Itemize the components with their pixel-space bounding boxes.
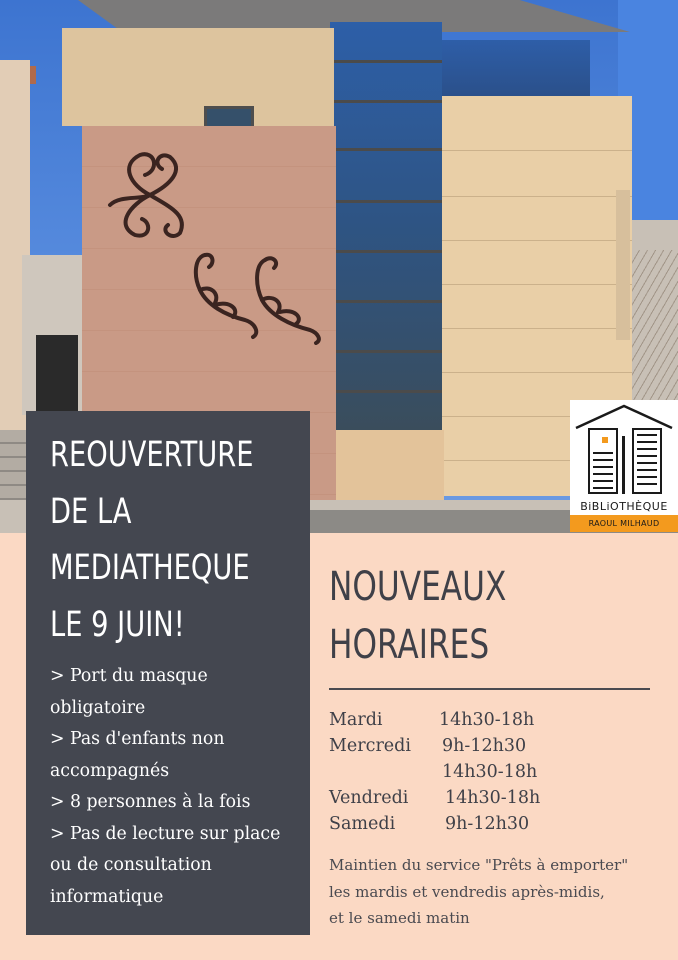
facade-joint <box>436 196 632 197</box>
facade-joint <box>436 284 632 285</box>
announcement-panel <box>26 411 310 935</box>
logo-post <box>622 436 625 494</box>
rule-line: > Pas d'enfants non <box>50 729 225 749</box>
mullion <box>330 100 442 103</box>
headline-line: MEDIATHEQUE <box>50 548 250 588</box>
rule-line: obligatoire <box>50 697 146 718</box>
library-logo <box>570 400 678 532</box>
schedule-row <box>329 814 530 834</box>
headline-line: LE 9 JUIN! <box>50 604 185 645</box>
facade-base <box>336 430 444 500</box>
schedule-day: Mercredi <box>329 736 411 756</box>
mullion <box>330 60 442 63</box>
rule-line: > Port du masque <box>50 666 208 686</box>
rule-line: > 8 personnes à la fois <box>50 792 251 812</box>
orange-square-icon <box>602 437 608 443</box>
schedule-day: Mardi <box>329 710 383 730</box>
upper-glazing <box>430 40 590 104</box>
facade-joint <box>436 150 632 151</box>
notice-line: Maintien du service "Prêts à emporter" <box>329 856 629 874</box>
schedule-time: 9h-12h30 <box>445 814 530 834</box>
reopening-headline <box>50 427 254 653</box>
rules-list <box>50 661 306 913</box>
mullion <box>330 148 442 151</box>
dark-doorway <box>36 335 78 415</box>
rule-line: > Pas de lecture sur place <box>50 823 281 844</box>
bookshelf-icon <box>632 428 662 494</box>
bare-tree <box>632 250 678 400</box>
schedule-time: 9h-12h30 <box>442 736 527 756</box>
divider-line <box>329 688 650 690</box>
mullion <box>330 200 442 203</box>
hours-title-line: HORAIRES <box>329 622 490 668</box>
notice-line: et le samedi matin <box>329 909 470 927</box>
mullion <box>330 390 442 393</box>
schedule-time: 14h30-18h <box>442 762 538 782</box>
schedule-time: 14h30-18h <box>445 788 541 808</box>
ornament-swirl-icon <box>100 145 200 245</box>
schedule-day: Samedi <box>329 814 396 834</box>
rule-line: informatique <box>50 886 164 907</box>
mullion <box>330 250 442 253</box>
takeaway-notice <box>329 852 659 932</box>
logo-subtitle: RAOUL MILHAUD <box>570 515 678 532</box>
logo-title: BiBLiOTHÈQUE <box>580 500 668 513</box>
hours-title-line: NOUVEAUX <box>329 564 507 610</box>
facade-joint <box>436 240 632 241</box>
schedule-row <box>329 710 535 730</box>
mullion <box>330 300 442 303</box>
hours-title <box>329 558 506 674</box>
shelf-stripes <box>637 434 657 489</box>
rule-line: ou de consultation <box>50 855 212 875</box>
facade-joint <box>436 328 632 329</box>
glass-curtain-wall <box>330 22 442 430</box>
facade-joint <box>436 372 632 373</box>
headline-line: DE LA <box>50 491 132 532</box>
bookshelf-icon <box>588 428 618 494</box>
notice-line: les mardis et vendredis après-midis, <box>329 882 605 901</box>
schedule-row <box>329 788 541 808</box>
upper-block <box>62 28 334 126</box>
schedule-day: Vendredi <box>329 788 409 808</box>
vertical-sign <box>616 190 630 340</box>
schedule-time: 14h30-18h <box>439 710 535 730</box>
rule-line: accompagnés <box>50 760 170 781</box>
bird-sculpture-icon <box>250 250 325 345</box>
mullion <box>330 350 442 353</box>
headline-line: REOUVERTURE <box>50 435 254 475</box>
schedule-row <box>329 736 527 756</box>
shelf-stripes <box>593 452 613 489</box>
